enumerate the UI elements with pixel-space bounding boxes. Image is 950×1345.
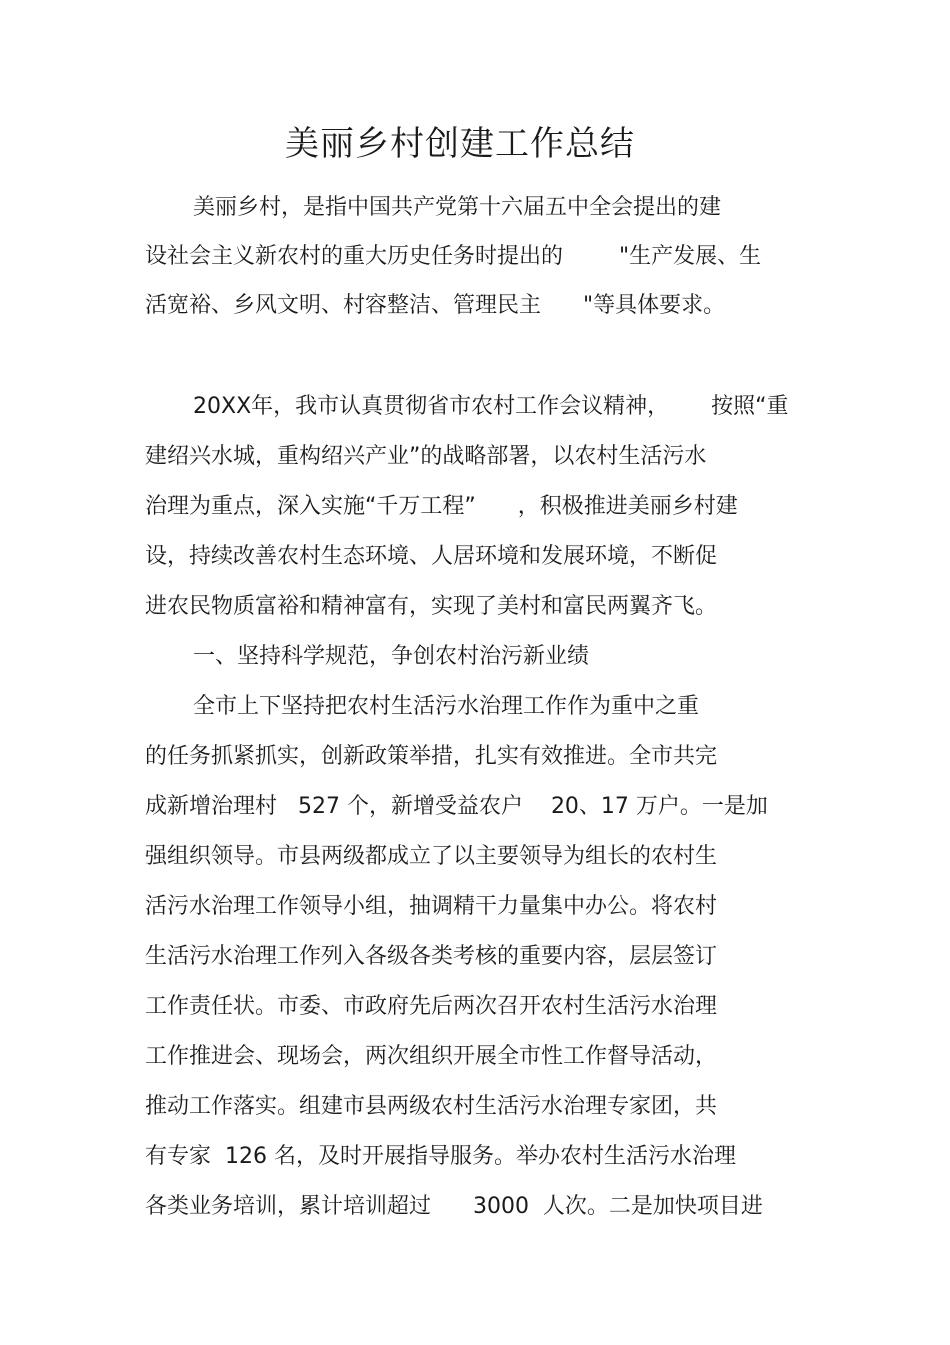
paragraph-line: 工作责任状。市委、市政府先后两次召开农村生活污水治理 (145, 994, 718, 1019)
paragraph-line: 强组织领导。市县两级都成立了以主要领导为组长的农村生 (145, 844, 718, 869)
paragraph-line: 20XX年，我市认真贯彻省市农村工作会议精神， 按照“重 (193, 394, 789, 419)
paragraph-line: 进农民物质富裕和精神富有，实现了美村和富民两翼齐飞。 (145, 594, 718, 619)
paragraph-line: 有专家 126 名，及时开展指导服务。举办农村生活污水治理 (145, 1144, 736, 1169)
paragraph-line: 成新增治理村 527 个，新增受益农户 20、17 万户。一是加 (145, 794, 768, 819)
paragraph-line: 活宽裕、乡风文明、村容整洁、管理民主 "等具体要求。 (145, 293, 726, 318)
paragraph-line: 活污水治理工作领导小组，抽调精干力量集中办公。将农村 (145, 894, 718, 919)
paragraph-line: 治理为重点，深入实施“千万工程” ，积极推进美丽乡村建 (145, 494, 738, 519)
paragraph-line: 工作推进会、现场会，两次组织开展全市性工作督导活动， (145, 1044, 718, 1069)
document-title: 美丽乡村创建工作总结 (285, 124, 635, 164)
paragraph-line: 生活污水治理工作列入各级各类考核的重要内容，层层签订 (145, 944, 718, 969)
paragraph-line: 设社会主义新农村的重大历史任务时提出的 "生产发展、生 (145, 244, 762, 269)
paragraph-line: 推动工作落实。组建市县两级农村生活污水治理专家团，共 (145, 1094, 718, 1119)
paragraph-line: 全市上下坚持把农村生活污水治理工作作为重中之重 (193, 694, 700, 719)
paragraph-line: 建绍兴水城，重构绍兴产业”的战略部署，以农村生活污水 (145, 444, 707, 469)
paragraph-line: 各类业务培训，累计培训超过 3000 人次。二是加快项目进 (145, 1194, 763, 1219)
paragraph-line: 美丽乡村，是指中国共产党第十六届五中全会提出的建 (193, 195, 722, 220)
section-heading: 一、坚持科学规范，争创农村治污新业绩 (193, 644, 590, 669)
paragraph-line: 的任务抓紧抓实，创新政策举措，扎实有效推进。全市共完 (145, 744, 718, 769)
paragraph-line: 设，持续改善农村生态环境、人居环境和发展环境，不断促 (145, 544, 718, 569)
